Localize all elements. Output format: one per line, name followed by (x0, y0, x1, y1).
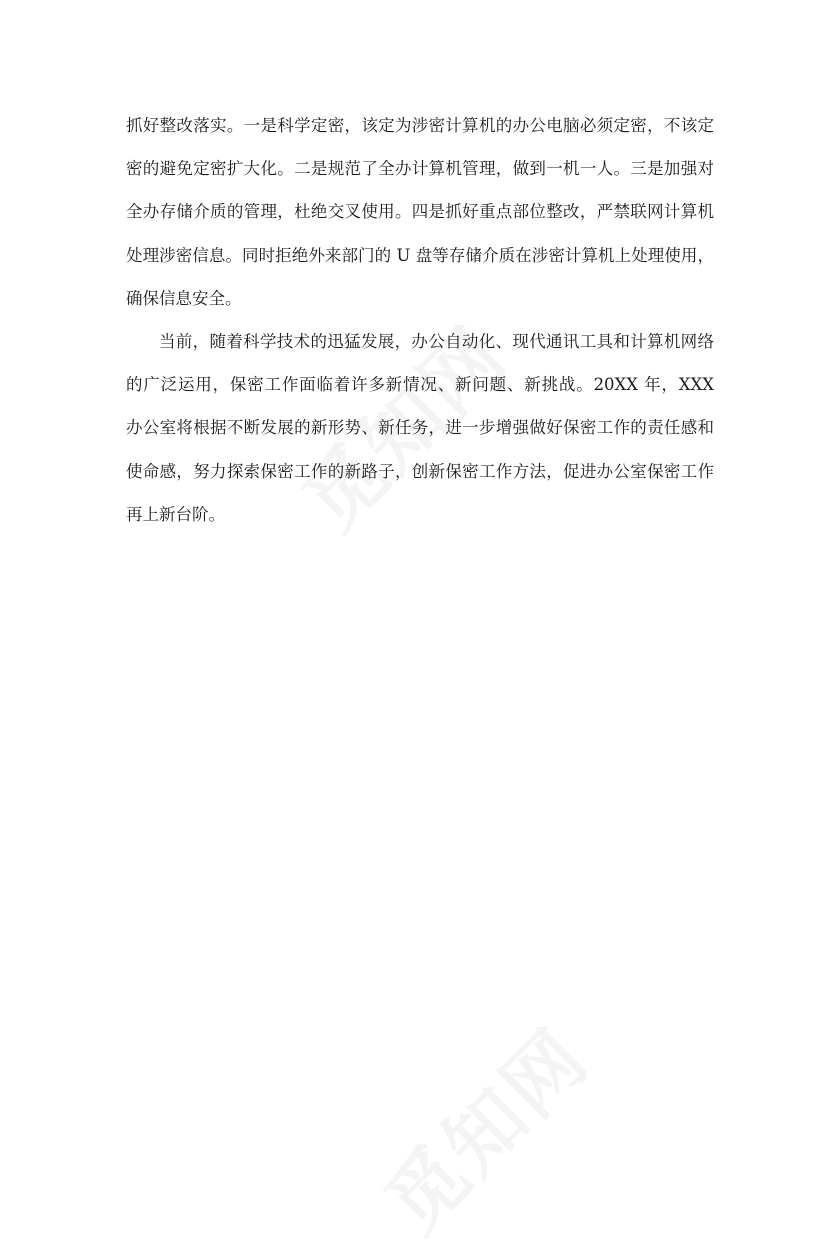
paragraph-line: 当前，随着科学技术的迅猛发展，办公自动化、现代通讯工具和计算机网络 (159, 331, 714, 351)
paragraph-line: 确保信息安全。 (126, 288, 242, 308)
paragraph-line: 抓好整改落实。一是科学定密，该定为涉密计算机的办公电脑必须定密，不该定 (126, 116, 714, 135)
paragraph-line: 再上新台阶。 (126, 504, 225, 524)
paragraph-line: 办公室将根据不断发展的新形势、新任务，进一步增强做好保密工作的责任感和 (126, 418, 714, 438)
paragraph-line: 处理涉密信息。同时拒绝外来部门的 U 盘等存储介质在涉密计算机上处理使用， (126, 245, 714, 265)
paragraph-1 (126, 104, 714, 320)
document-body (126, 104, 714, 536)
paragraph-line: 全办存储介质的管理，杜绝交叉使用。四是抓好重点部位整改，严禁联网计算机 (126, 202, 714, 222)
paragraph-2 (126, 320, 714, 536)
watermark-logo-bottom (356, 999, 609, 1252)
paragraph-line: 的广泛运用，保密工作面临着许多新情况、新问题、新挑战。20XX 年，XXX (126, 375, 714, 395)
paragraph-line: 使命感，努力探索保密工作的新路子，创新保密工作方法，促进办公室保密工作 (126, 461, 714, 481)
paragraph-line: 密的避免定密扩大化。二是规范了全办计算机管理，做到一机一人。三是加强对 (126, 159, 714, 179)
